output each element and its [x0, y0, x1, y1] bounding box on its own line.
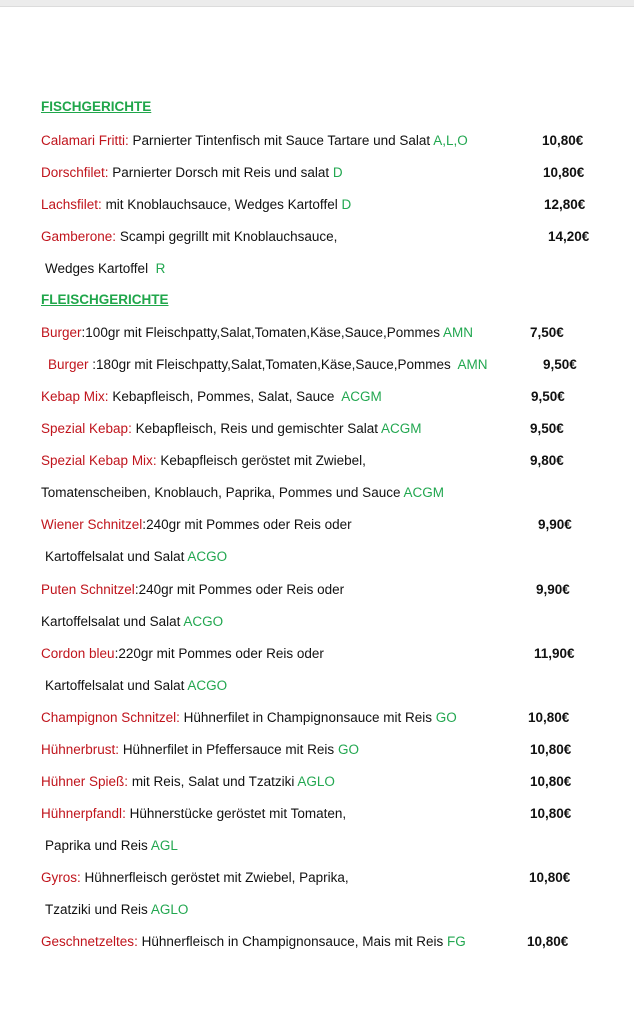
dish-description: Scampi gegrillt mit Knoblauchsauce, [119, 229, 338, 244]
allergen-codes: R [155, 261, 166, 276]
dish-price: 11,90€ [534, 646, 575, 661]
allergen-codes: ACGO [187, 678, 228, 693]
dish-sep: : [104, 165, 113, 180]
dish-sep: : [124, 774, 132, 789]
dish-price: 10,80€ [543, 165, 585, 180]
dish-sep: : [152, 453, 161, 468]
dish-name: Cordon bleu [41, 646, 115, 661]
dish-price: 10,80€ [528, 710, 570, 725]
menu-item [0, 163, 634, 183]
dish-description: Hühnerfilet in Champignonsauce mit Reis [183, 710, 432, 725]
dish-line [41, 708, 457, 728]
menu-item [0, 323, 634, 343]
dish-price: 9,50€ [530, 421, 564, 436]
menu-item [0, 419, 634, 439]
allergen-codes: GO [435, 710, 457, 725]
dish-price: 7,50€ [530, 325, 564, 340]
menu-item [0, 740, 634, 760]
dish-sep: : [122, 806, 130, 821]
allergen-codes: AGLO [150, 902, 189, 917]
dish-description-cont: Kartoffelsalat und Salat [45, 678, 185, 693]
dish-description: Hühnerfilet in Pfeffersauce mit Reis [122, 742, 335, 757]
dish-sep: : [114, 646, 119, 661]
dish-description: mit Knoblauchsauce, Wedges Kartoffel [105, 197, 338, 212]
dish-description: Hühnerstücke geröstet mit Tomaten, [129, 806, 347, 821]
menu-item [0, 451, 634, 471]
dish-sep: : [92, 357, 97, 372]
dish-price: 12,80€ [544, 197, 586, 212]
dish-price: 9,50€ [543, 357, 577, 372]
dish-price: 10,80€ [529, 870, 571, 885]
dish-name: Geschnetzeltes [41, 934, 135, 949]
dish-description: Parnierter Tintenfisch mit Sauce Tartare und Salat [132, 133, 431, 148]
section-heading-fisch: FISCHGERICHTE [41, 99, 152, 114]
dish-description-cont: Kartoffelsalat und Salat [41, 614, 181, 629]
dish-line [41, 451, 366, 471]
dish-line [41, 163, 343, 183]
allergen-codes: ACGO [183, 614, 224, 629]
dish-sep: : [77, 870, 85, 885]
dish-description-cont: Kartoffelsalat und Salat [45, 549, 185, 564]
dish-line-continued [45, 836, 178, 856]
dish-description: Kebapfleisch geröstet mit Zwiebel, [160, 453, 366, 468]
dish-sep: : [104, 389, 113, 404]
dish-price: 9,90€ [536, 582, 570, 597]
dish-line [41, 387, 382, 407]
dish-name: Lachsfilet [41, 197, 99, 212]
dish-name: Spezial Kebap Mix [41, 453, 153, 468]
allergen-codes: AGL [150, 838, 178, 853]
menu-item-continuation [0, 483, 634, 503]
menu-item-continuation [0, 836, 634, 856]
dish-name: Burger [48, 357, 93, 372]
dish-line [41, 644, 324, 664]
allergen-codes: A,L,O [433, 133, 468, 148]
dish-line [48, 355, 487, 375]
menu-item [0, 932, 634, 952]
dish-description: Hühnerfleisch geröstet mit Zwiebel, Paprika, [84, 870, 349, 885]
menu-item [0, 644, 634, 664]
dish-description-cont: Tzatziki und Reis [45, 902, 148, 917]
allergen-codes: ACGM [341, 389, 382, 404]
dish-name: Hühner Spieß [41, 774, 125, 789]
dish-description-cont: Tomatenscheiben, Knoblauch, Paprika, Pommes und Sauce [41, 485, 401, 500]
menu-item-continuation [0, 900, 634, 920]
dish-line [41, 772, 335, 792]
allergen-codes: ACGM [403, 485, 444, 500]
menu-item [0, 515, 634, 535]
dish-description: Hühnerfleisch in Champignonsauce, Mais mit Reis [141, 934, 444, 949]
dish-description: Kebapfleisch, Pommes, Salat, Sauce [112, 389, 335, 404]
dish-price: 10,80€ [542, 133, 584, 148]
dish-line [41, 195, 351, 215]
dish-name: Dorschfilet [41, 165, 105, 180]
dish-description-cont: Wedges Kartoffel [45, 261, 149, 276]
dish-description: Kebapfleisch, Reis und gemischter Salat [135, 421, 378, 436]
dish-name: Kebap Mix [41, 389, 105, 404]
allergen-codes: AMN [457, 357, 488, 372]
menu-item [0, 387, 634, 407]
menu-item [0, 227, 634, 247]
menu-item-continuation [0, 676, 634, 696]
dish-name: Wiener Schnitzel [41, 517, 143, 532]
dish-sep: : [176, 710, 184, 725]
dish-sep: : [128, 421, 136, 436]
dish-sep: : [112, 229, 120, 244]
dish-name: Gyros [41, 870, 78, 885]
dish-line [41, 515, 352, 535]
dish-line [41, 227, 337, 247]
dish-description: Parnierter Dorsch mit Reis und salat [112, 165, 330, 180]
dish-sep: : [115, 742, 123, 757]
menu-item [0, 195, 634, 215]
menu-item-continuation [0, 259, 634, 279]
allergen-codes: D [332, 165, 343, 180]
dish-description: mit Reis, Salat und Tzatziki [131, 774, 295, 789]
dish-line-continued [45, 676, 227, 696]
menu-item-continuation [0, 547, 634, 567]
menu-item [0, 131, 634, 151]
dish-name: Hühnerpfandl [41, 806, 123, 821]
dish-price: 9,50€ [531, 389, 565, 404]
dish-description: 220gr mit Pommes oder Reis oder [118, 646, 324, 661]
allergen-codes: GO [337, 742, 359, 757]
dish-description: 240gr mit Pommes oder Reis oder [138, 582, 345, 597]
dish-price: 14,20€ [548, 229, 590, 244]
dish-name: Puten Schnitzel [41, 582, 135, 597]
menu-item-continuation [0, 612, 634, 632]
dish-price: 10,80€ [530, 742, 572, 757]
dish-description: 240gr mit Pommes oder Reis oder [146, 517, 352, 532]
dish-name: Champignon Schnitzel [41, 710, 177, 725]
allergen-codes: D [341, 197, 352, 212]
dish-line [41, 580, 344, 600]
dish-price: 10,80€ [530, 806, 572, 821]
menu-item [0, 868, 634, 888]
section-heading-fleisch: FLEISCHGERICHTE [41, 292, 169, 307]
dish-line-continued [45, 547, 227, 567]
dish-sep: : [134, 582, 139, 597]
dish-line-continued [41, 612, 223, 632]
dish-sep: : [134, 934, 142, 949]
dish-sep: : [98, 197, 106, 212]
menu-item [0, 772, 634, 792]
dish-description: 180gr mit Fleischpatty,Salat,Tomaten,Käse,Sauce,Pommes [96, 357, 451, 372]
dish-name: Hühnerbrust [41, 742, 116, 757]
dish-name: Gamberone [41, 229, 113, 244]
menu-item [0, 804, 634, 824]
dish-line-continued [45, 259, 165, 279]
dish-price: 10,80€ [527, 934, 569, 949]
dish-sep: : [142, 517, 147, 532]
dish-line [41, 419, 422, 439]
dish-line-continued [45, 900, 188, 920]
dish-name: Burger [41, 325, 82, 340]
menu-item [0, 355, 634, 375]
dish-line [41, 131, 468, 151]
dish-description: 100gr mit Fleischpatty,Salat,Tomaten,Käse,Sauce,Pommes [85, 325, 440, 340]
dish-line [41, 804, 346, 824]
menu-item [0, 580, 634, 600]
allergen-codes: AMN [442, 325, 473, 340]
dish-name: Calamari Fritti [41, 133, 126, 148]
dish-description-cont: Paprika und Reis [45, 838, 148, 853]
dish-line [41, 740, 359, 760]
allergen-codes: ACGM [381, 421, 422, 436]
dish-sep: : [81, 325, 86, 340]
menu-item [0, 708, 634, 728]
dish-line [41, 932, 466, 952]
allergen-codes: ACGO [187, 549, 228, 564]
dish-line [41, 323, 473, 343]
allergen-codes: FG [446, 934, 466, 949]
dish-name: Spezial Kebap [41, 421, 129, 436]
dish-price: 9,90€ [538, 517, 572, 532]
dish-price: 10,80€ [530, 774, 572, 789]
dish-line [41, 868, 349, 888]
dish-line-continued [41, 483, 444, 503]
dish-sep: : [125, 133, 133, 148]
allergen-codes: AGLO [297, 774, 335, 789]
dish-price: 9,80€ [530, 453, 564, 468]
